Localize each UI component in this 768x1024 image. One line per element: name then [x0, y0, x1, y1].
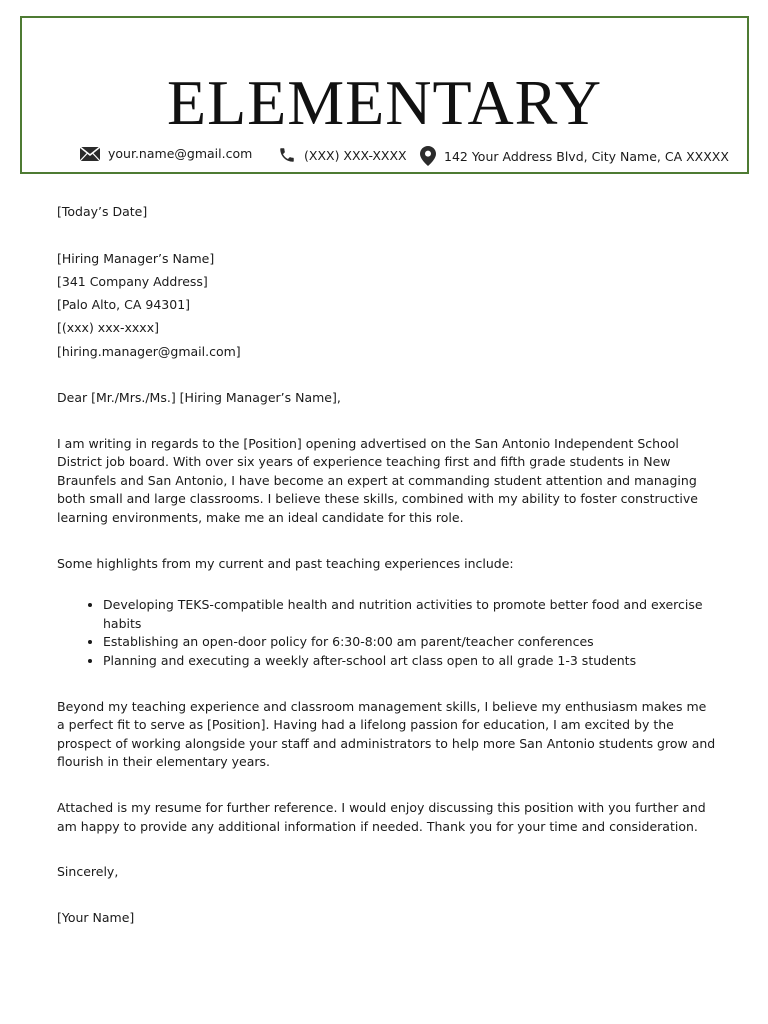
date: [Today’s Date] — [57, 204, 148, 219]
location-pin-icon — [420, 146, 436, 166]
recipient-phone: [(xxx) xxx-xxxx] — [57, 320, 159, 336]
contact-email — [80, 146, 252, 161]
closing: Sincerely, — [57, 864, 119, 880]
phone-icon — [278, 146, 296, 164]
salutation: Dear [Mr./Mrs./Ms.] [Hiring Manager’s Name], — [57, 390, 341, 405]
recipient-street: [341 Company Address] — [57, 273, 208, 289]
recipient-city: [Palo Alto, CA 94301] — [57, 297, 191, 313]
signature: [Your Name] — [57, 909, 135, 925]
list-item: • Planning and executing a weekly after-school art class open to all grade 1-3 students — [103, 652, 717, 671]
envelope-icon — [80, 147, 100, 161]
recipient-email: [hiring.manager@gmail.com] — [57, 343, 241, 359]
highlights-list — [57, 596, 717, 670]
address-text: 142 Your Address Blvd, City Name, CA XXXXX — [444, 148, 729, 164]
highlights-intro: Some highlights from my current and past teaching experiences include: — [57, 555, 514, 571]
header-box — [20, 16, 749, 174]
paragraph-fit: Beyond my teaching experience and classroom management skills, I believe my enthusiasm makes me a perfect fit to serve as [Position]. Having had a lifelong passion for education, I am excited by the prospect of working alongside your staff and administrators to help more San Antonio students grow and flourish in their elementary years. — [57, 698, 716, 770]
recipient-block — [57, 250, 717, 362]
email-text: your.name@gmail.com — [108, 146, 253, 161]
list-item: • Developing TEKS-compatible health and nutrition activities to promote better food and exercise habits — [103, 596, 717, 633]
phone-text: (XXX) XXX-XXXX — [304, 147, 407, 163]
contact-address — [420, 146, 729, 166]
list-item: • Establishing an open-door policy for 6:30-8:00 am parent/teacher conferences — [103, 633, 717, 652]
contact-phone — [278, 146, 407, 164]
paragraph-intro: I am writing in regards to the [Position] opening advertised on the San Antonio Independent School District job board. With over six years of experience teaching first and fifth grade students in New Braunfels and San Antonio, I have become an expert at commanding student attention and managing both small and large classrooms. I believe these skills, combined with my ability to foster constructive learning environments, make me an ideal candidate for this role. — [57, 435, 698, 525]
paragraph-closing: Attached is my resume for further reference. I would enjoy discussing this position with you further and am happy to provide any additional information if needed. Thank you for your time and consideration. — [57, 799, 706, 834]
letter-body — [57, 203, 717, 927]
page-title: ELEMENTARY — [166, 67, 603, 138]
recipient-name: [Hiring Manager’s Name] — [57, 250, 215, 266]
